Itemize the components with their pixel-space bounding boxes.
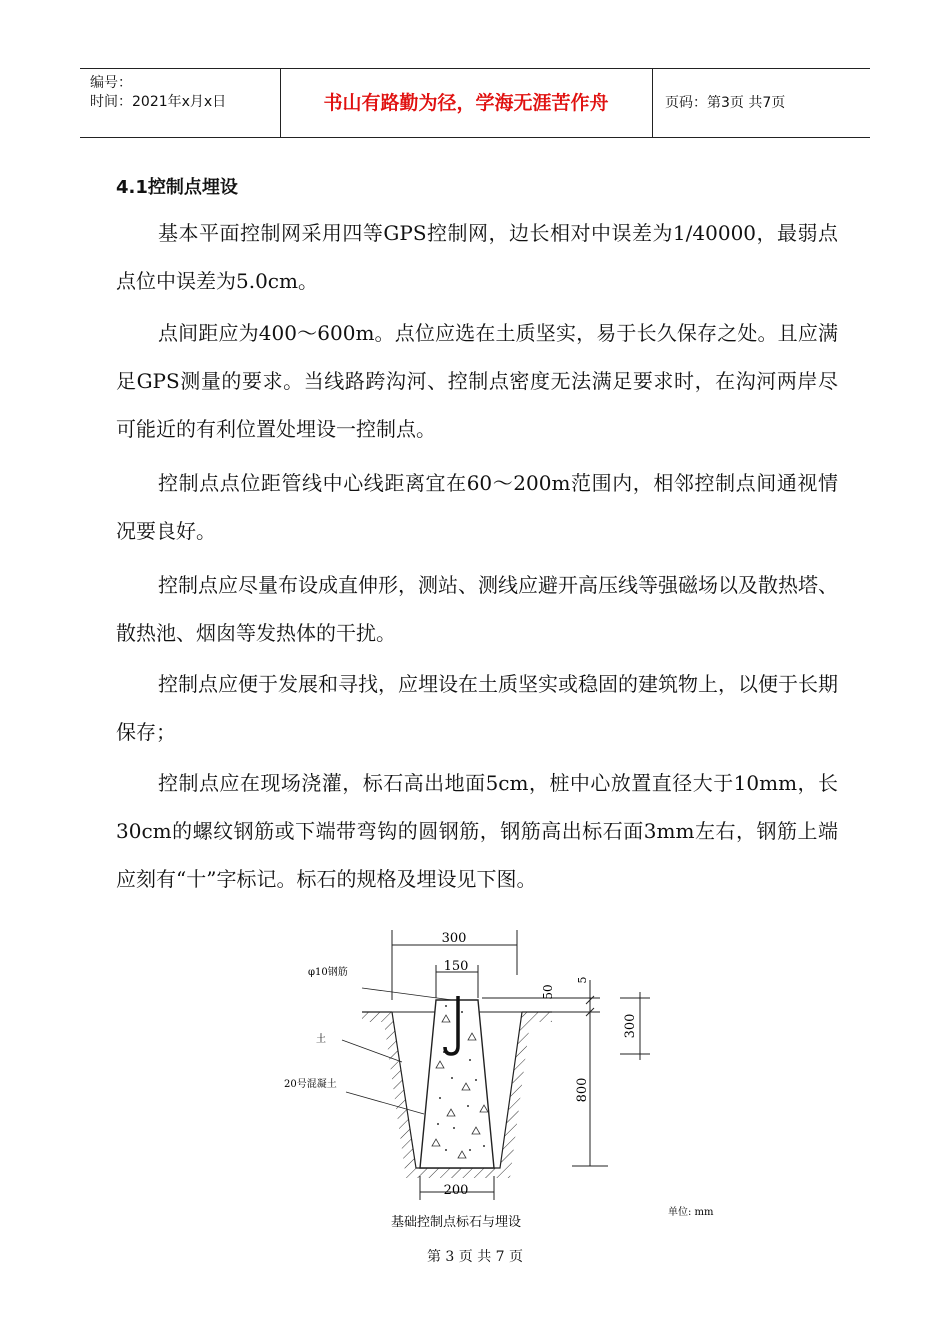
section-title: 4.1控制点埋设 (116, 177, 238, 198)
header-motto: 书山有路勤为径，学海无涯苦作舟 (323, 92, 609, 114)
dim-300-label: 300 (623, 1013, 638, 1039)
paragraph: 控制点点位距管线中心线距离宜在60～200m范围内，相邻控制点间通视情况要良好。 (116, 471, 838, 543)
time-label: 时间：2021年x月x日 (90, 94, 227, 110)
label-concrete: 20号混凝土 (284, 1079, 337, 1090)
paragraph: 点间距应为400～600m。点位应选在土质坚实，易于长久保存之处。且应满足GPS测量的要求。当线路跨沟河、控制点密度无法满足要求时，在沟河两岸尽可能近的有利位置处埋设一控制点。 (116, 321, 838, 441)
page-footer: 第 3 页 共 7 页 (426, 1249, 524, 1265)
page-info: 页码：第3页 共7页 (665, 95, 786, 111)
dim-5-label: 5 (576, 976, 589, 984)
label-rebar: φ10钢筋 (308, 967, 348, 978)
dim-top-label: 300 (441, 931, 467, 946)
dim-mid-label: 150 (443, 959, 469, 974)
paragraph: 基本平面控制网采用四等GPS控制网，边长相对中误差为1/40000，最弱点点位中误差为5.0cm。 (116, 221, 838, 293)
paragraph: 控制点应尽量布设成直伸形，测站、测线应避开高压线等强磁场以及散热塔、散热池、烟囱等发热体的干扰。 (116, 573, 838, 645)
label-soil: 土 (316, 1034, 326, 1045)
paragraph: 控制点应在现场浇灌，标石高出地面5cm，桩中心放置直径大于10mm，长30cm的螺纹钢筋或下端带弯钩的圆钢筋，钢筋高出标石面3mm左右，钢筋上端应刻有“十”字标记。标石的规格及埋设见下图。 (116, 771, 838, 891)
dim-bottom-label: 200 (443, 1183, 469, 1198)
dim-800-label: 800 (575, 1077, 590, 1103)
code-label: 编号： (90, 75, 132, 91)
paragraph: 控制点应便于发展和寻找，应埋设在土质坚实或稳固的建筑物上，以便于长期保存； (116, 672, 838, 744)
dim-50-label: 50 (541, 984, 555, 1000)
figure-caption: 基础控制点标石与埋设 (390, 1215, 522, 1230)
unit-label: 单位: mm (668, 1207, 714, 1218)
